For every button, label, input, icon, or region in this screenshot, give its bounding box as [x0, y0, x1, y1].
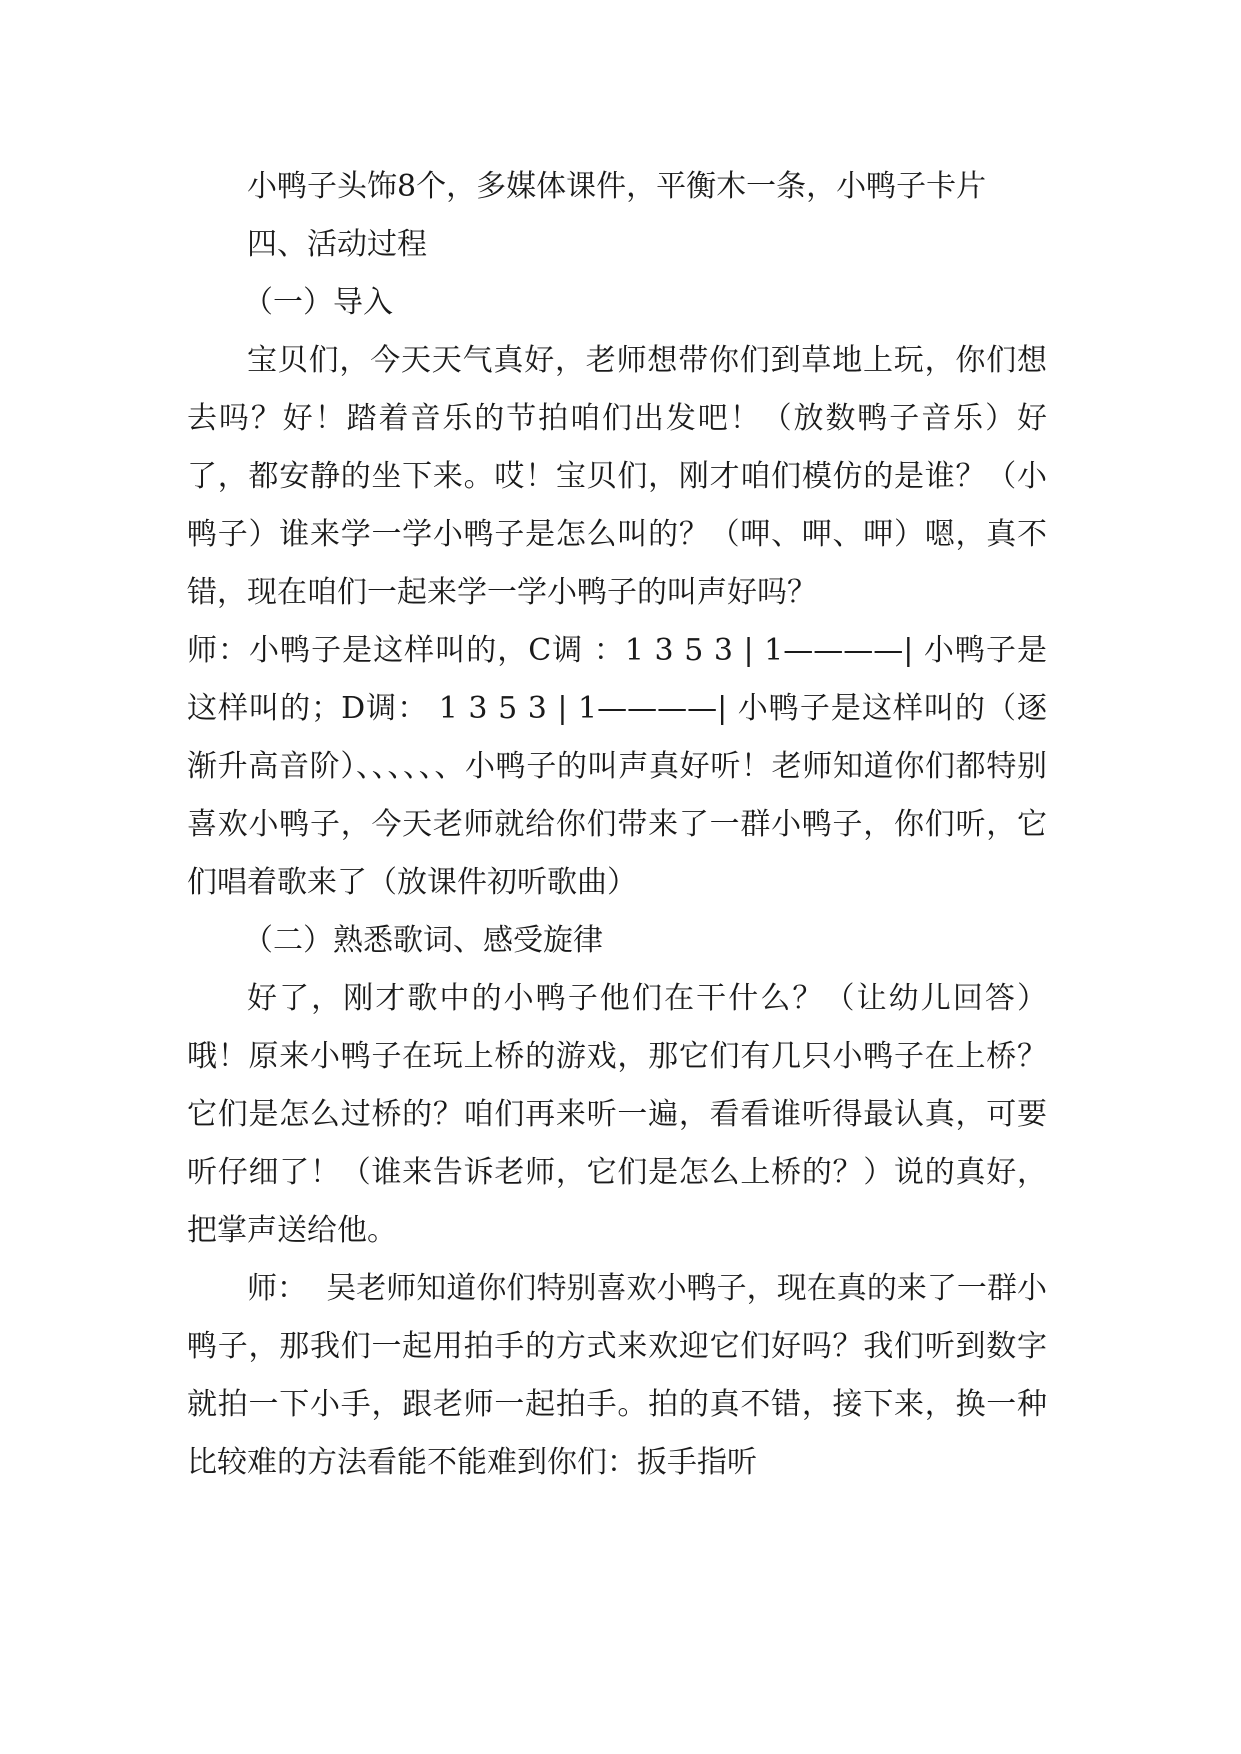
materials-paragraph: 小鸭子头饰8个，多媒体课件，平衡木一条，小鸭子卡片 [247, 169, 987, 204]
subsection-heading-lyrics-melody: （二）熟悉歌词、感受旋律 [243, 923, 603, 958]
lyrics-paragraph: 好了，刚才歌中的小鸭子他们在干什么？（让幼儿回答）哦！原来小鸭子在玩上桥的游戏，那它们有几只小鸭子在上桥？它们是怎么过桥的？咱们再来听一遍，看看谁听得最认真，可要听仔细了！（谁来告诉老师，它们是怎么上桥的？）说的真好，把掌声送给他。 [187, 981, 1047, 1248]
clapping-paragraph: 师： 吴老师知道你们特别喜欢小鸭子，现在真的来了一群小鸭子，那我们一起用拍手的方式来欢迎它们好吗？我们听到数字就拍一下小手，跟老师一起拍手。拍的真不错，接下来，换一种比较难的方法看能不能难到你们：扳手指听 [187, 1271, 1047, 1480]
section-heading-activity-process: 四、活动过程 [247, 227, 427, 262]
subsection-heading-intro: （一）导入 [243, 285, 393, 320]
document-page [187, 158, 1047, 1492]
teacher-notation-paragraph: 师：小鸭子是这样叫的，C调 ：1 3 5 3 | 1————| 小鸭子是这样叫的；D调： 1 3 5 3 | 1————| 小鸭子是这样叫的（逐渐升高音阶）、、、、、、小鸭子的叫声真好听！老师知道你们都特别喜欢小鸭子，今天老师就给你们带来了一群小鸭子，你们听，它们唱着歌来了（放课件初听歌曲） [187, 633, 1047, 900]
intro-paragraph: 宝贝们，今天天气真好，老师想带你们到草地上玩，你们想去吗？好！踏着音乐的节拍咱们出发吧！（放数鸭子音乐）好了，都安静的坐下来。哎！宝贝们，刚才咱们模仿的是谁？（小鸭子）谁来学一学小鸭子是怎么叫的？（呷、呷、呷）嗯，真不错，现在咱们一起来学一学小鸭子的叫声好吗？ [187, 343, 1047, 610]
